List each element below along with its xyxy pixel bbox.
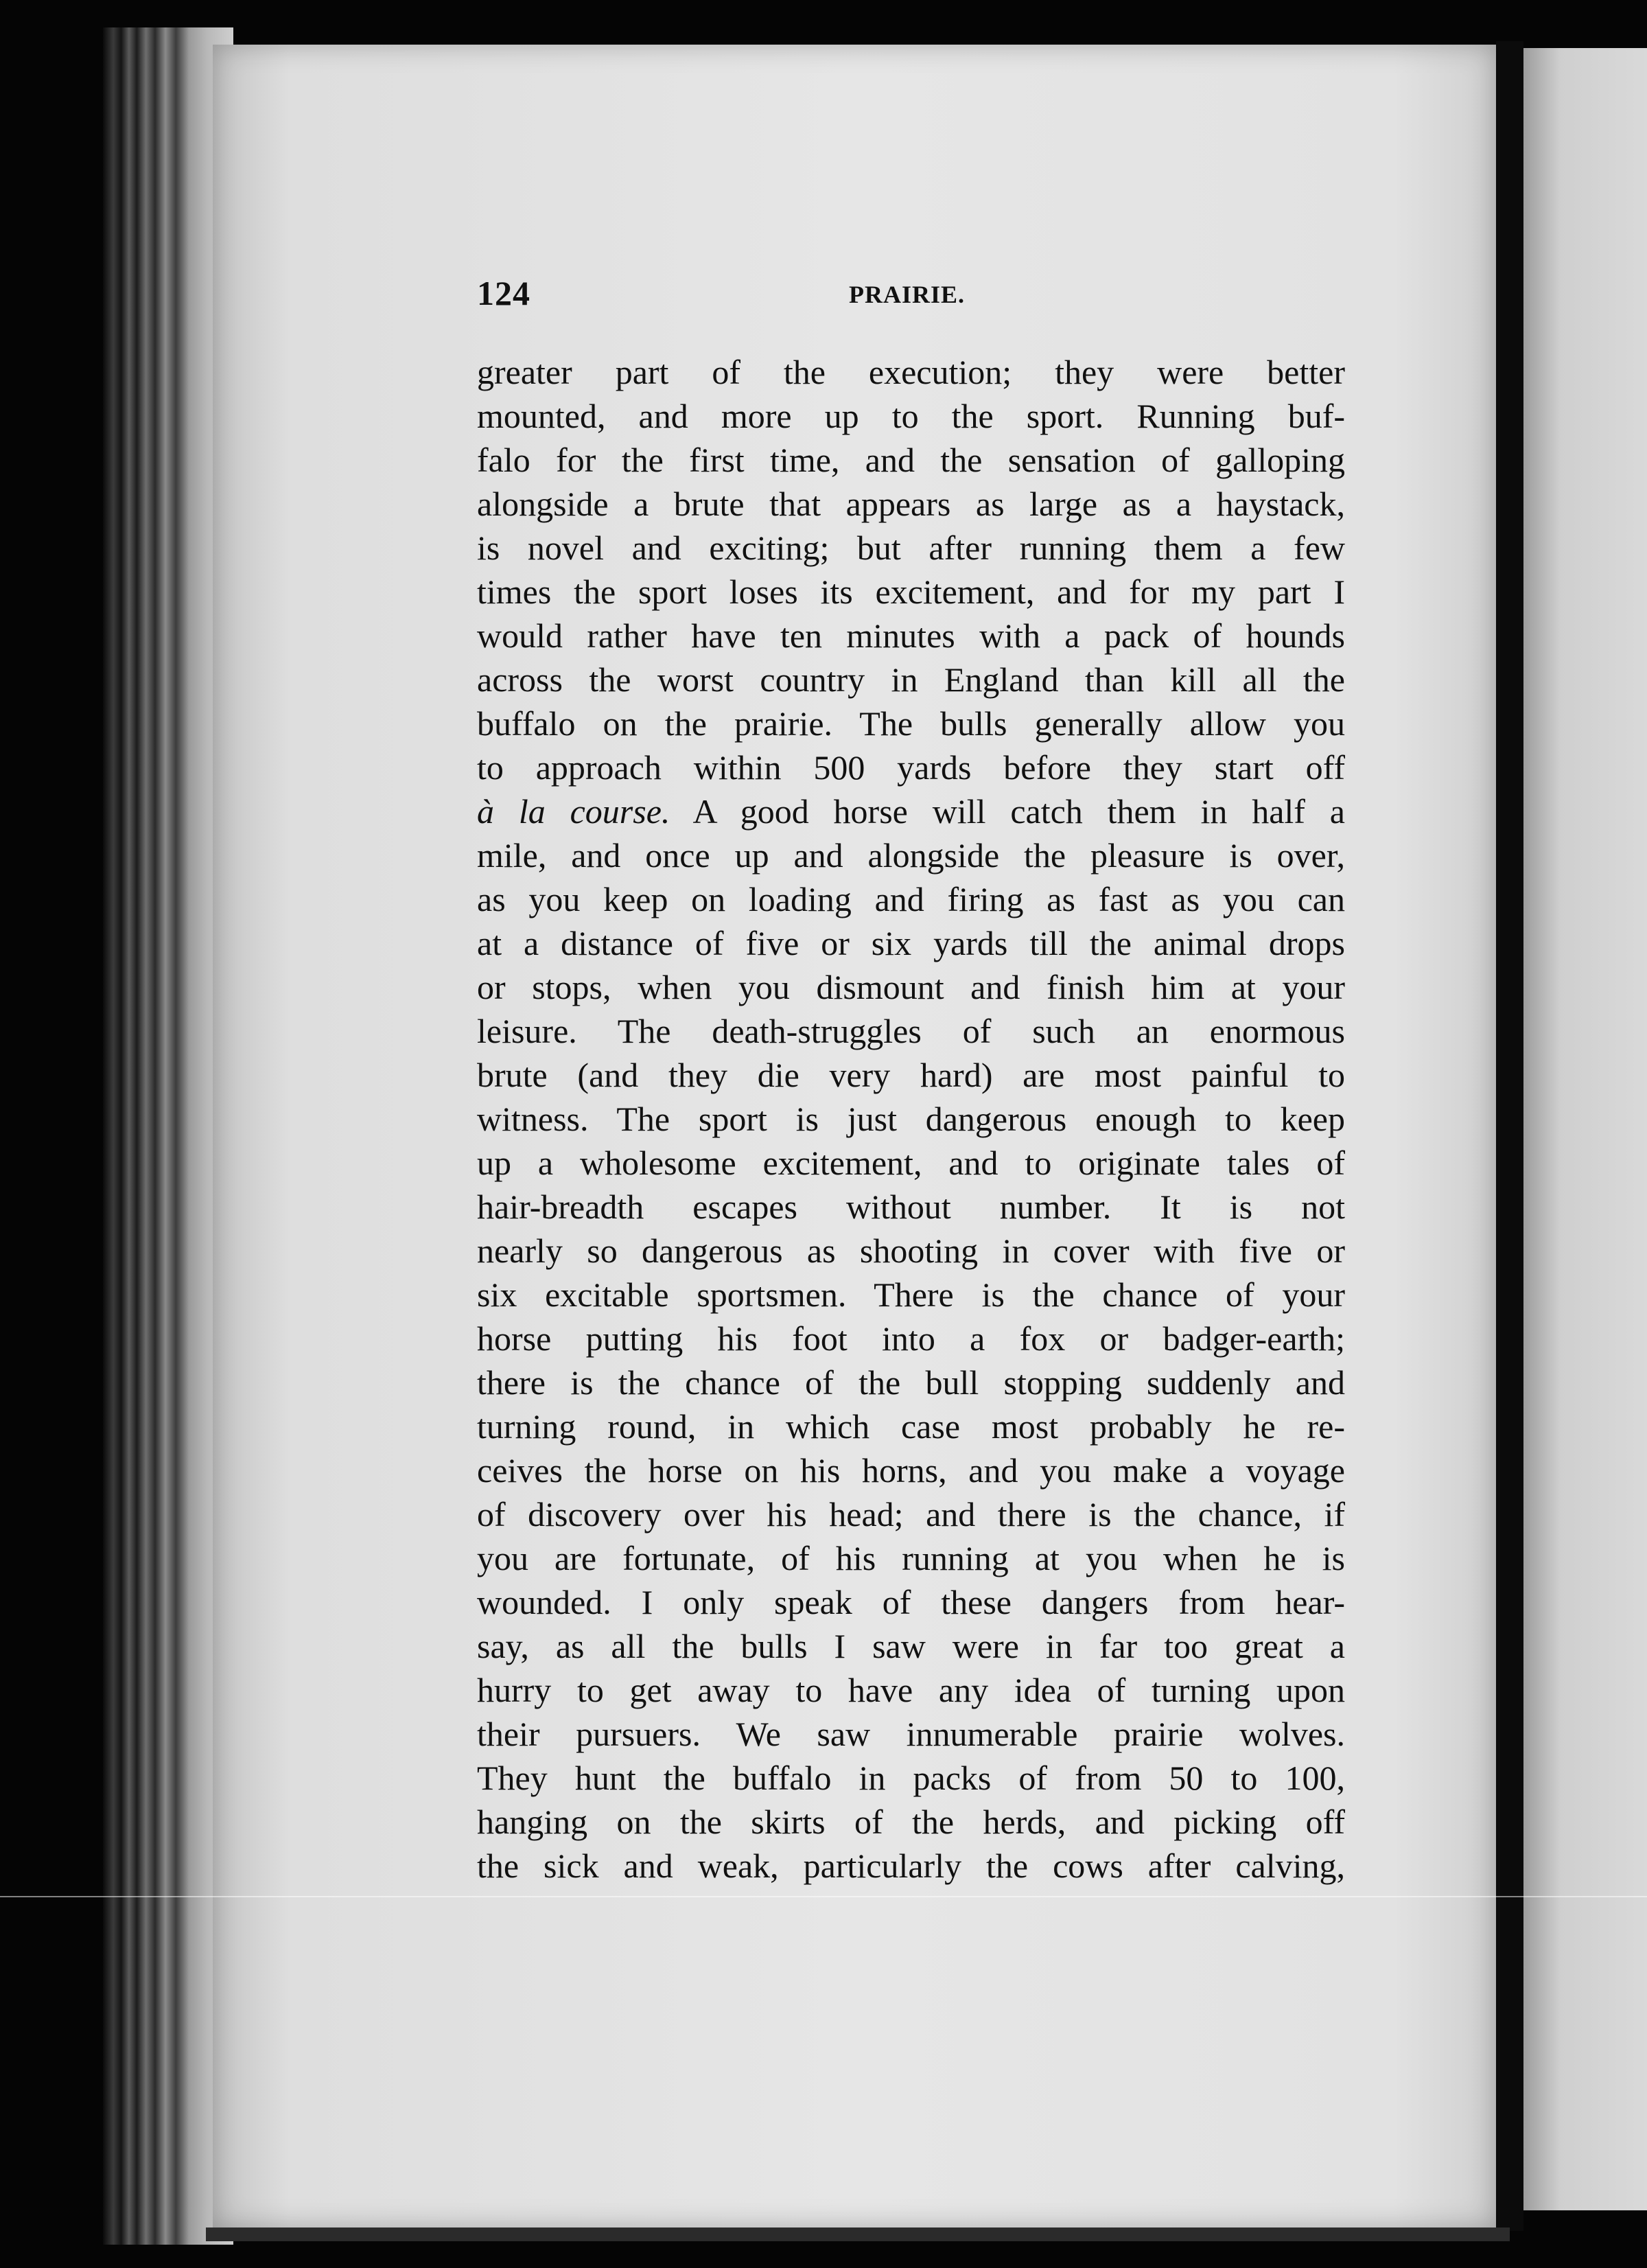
text-line: up a wholesome excitement, and to originate tales of xyxy=(477,1144,1345,1182)
text-line: is novel and exciting; but after running them a few xyxy=(477,529,1345,567)
running-title: PRAIRIE. xyxy=(849,281,966,308)
page-gutter-shadow xyxy=(1496,41,1523,2231)
text-line: hurry to get away to have any idea of turning upon xyxy=(477,1671,1345,1709)
running-head xyxy=(477,273,1345,314)
text-line: ceives the horse on his horns, and you make a voyage xyxy=(477,1451,1345,1490)
text-line: buffalo on the prairie. The bulls generally allow you xyxy=(477,704,1345,743)
text-line: times the sport loses its excitement, and for my part I xyxy=(477,572,1345,611)
text-line: hair-breadth escapes without number. It is not xyxy=(477,1188,1345,1226)
text-line: greater part of the execution; they were better xyxy=(477,353,1345,391)
text-line: say, as all the bulls I saw were in far too great a xyxy=(477,1627,1345,1665)
text-line: mounted, and more up to the sport. Running buf- xyxy=(477,397,1345,435)
text-line: there is the chance of the bull stopping suddenly and xyxy=(477,1363,1345,1402)
text-line: alongside a brute that appears as large as a haystack, xyxy=(477,485,1345,523)
text-line: turning round, in which case most probably he re- xyxy=(477,1407,1345,1446)
text-line: you are fortunate, of his running at you when he is xyxy=(477,1539,1345,1577)
text-line: witness. The sport is just dangerous enough to keep xyxy=(477,1100,1345,1138)
text-line: brute (and they die very hard) are most painful to xyxy=(477,1056,1345,1094)
body-text xyxy=(477,350,1345,1888)
text-line: the sick and weak, particularly the cows after calving, xyxy=(477,1847,1345,1885)
text-line: nearly so dangerous as shooting in cover with five or xyxy=(477,1231,1345,1270)
text-line: six excitable sportsmen. There is the chance of your xyxy=(477,1275,1345,1314)
text-line: at a distance of five or six yards till the animal drops xyxy=(477,924,1345,962)
text-line: horse putting his foot into a fox or badger-earth; xyxy=(477,1319,1345,1358)
text-line: to approach within 500 yards before they start off xyxy=(477,748,1345,787)
text-line: leisure. The death-struggles of such an enormous xyxy=(477,1012,1345,1050)
page-bottom-edge xyxy=(206,2228,1510,2241)
text-line: of discovery over his head; and there is the chance, if xyxy=(477,1495,1345,1534)
text-line-with-italic xyxy=(477,789,1345,833)
text-line: as you keep on loading and firing as fast as you can xyxy=(477,880,1345,918)
text-line: wounded. I only speak of these dangers from hear- xyxy=(477,1583,1345,1621)
text-line: or stops, when you dismount and finish him at your xyxy=(477,968,1345,1006)
text-line: would rather have ten minutes with a pack of hounds xyxy=(477,616,1345,655)
text-line: mile, and once up and alongside the pleasure is over, xyxy=(477,836,1345,875)
page-number: 124 xyxy=(477,274,530,312)
text-line: hanging on the skirts of the herds, and picking off xyxy=(477,1803,1345,1841)
facing-page-edge xyxy=(1523,48,1647,2210)
text-line: their pursuers. We saw innumerable prairie wolves. xyxy=(477,1715,1345,1753)
scan-artifact-line xyxy=(0,1896,1647,1897)
text-line: across the worst country in England than kill all the xyxy=(477,660,1345,699)
text-line: falo for the first time, and the sensation of galloping xyxy=(477,441,1345,479)
italic-phrase: à la course. xyxy=(477,792,670,831)
text-line: They hunt the buffalo in packs of from 50 to 100, xyxy=(477,1759,1345,1797)
text-line-remainder: A good horse will catch them in half a xyxy=(692,792,1345,831)
